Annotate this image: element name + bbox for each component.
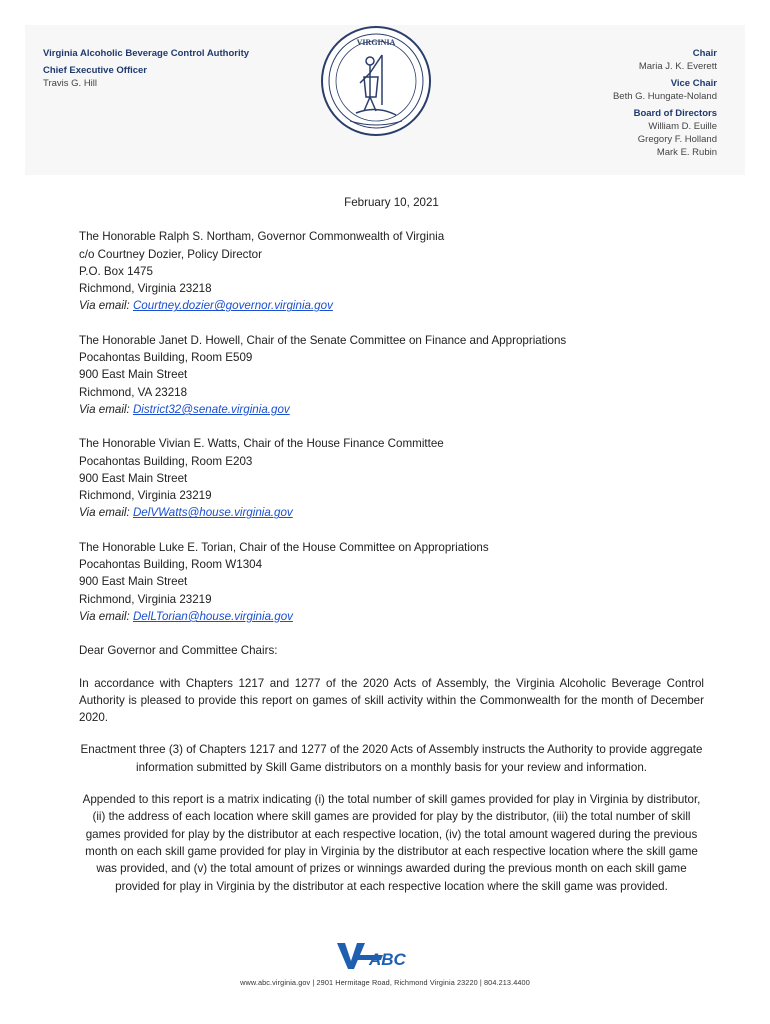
address-line: The Honorable Janet D. Howell, Chair of the Senate Committee on Finance and Appropriations <box>79 333 567 347</box>
vice-chair-title: Vice Chair <box>670 78 717 89</box>
address-line: Richmond, Virginia 23219 <box>79 592 212 606</box>
recipient-block <box>79 228 704 314</box>
letterhead <box>25 25 745 175</box>
address-line: 900 East Main Street <box>79 368 188 382</box>
salutation: Dear Governor and Committee Chairs: <box>79 644 278 658</box>
via-email-line <box>79 608 704 625</box>
recipient-block <box>79 539 704 625</box>
via-email-label: Via email: <box>79 609 130 623</box>
address-line: Pocahontas Building, Room W1304 <box>79 558 263 572</box>
virginia-seal-logo <box>320 25 432 137</box>
address-line: P.O. Box 1475 <box>79 264 153 278</box>
via-email-line <box>79 297 704 314</box>
letterhead-left <box>43 47 249 90</box>
address-line: The Honorable Ralph S. Northam, Governor Commonwealth of Virginia <box>79 230 445 244</box>
body-paragraph: Enactment three (3) of Chapters 1217 and 1277 of the 2020 Acts of Assembly instructs the Authority to provide aggregate information submitted by Skill Game distributors on a monthly basis for your review and information. <box>80 743 703 774</box>
via-email-line <box>79 504 704 521</box>
address-line: The Honorable Vivian E. Watts, Chair of the House Finance Committee <box>79 437 444 451</box>
address-line: Richmond, VA 23218 <box>79 385 188 399</box>
via-email-label: Via email: <box>79 299 130 313</box>
recipient-block <box>79 332 704 418</box>
via-email-label: Via email: <box>79 506 130 520</box>
email-link[interactable]: DelLTorian@house.virginia.gov <box>132 609 293 623</box>
body-paragraph: In accordance with Chapters 1217 and 1277 of the 2020 Acts of Assembly, the Virginia Alcoholic Beverage Control Authority is pleased to provide this report on games of skill activity within the Commonwealth for the month of December 2020. <box>79 676 704 725</box>
address-line: 900 East Main Street <box>79 575 188 589</box>
address-line: Pocahontas Building, Room E509 <box>79 351 253 365</box>
chair-name: Maria J. K. Everett <box>638 61 717 72</box>
footer-contact: www.abc.virginia.gov | 2901 Hermitage Road, Richmond Virginia 23220 | 804.213.4400 <box>240 978 530 987</box>
va-abc-logo <box>335 941 415 971</box>
ceo-name: Travis G. Hill <box>43 78 98 89</box>
vice-chair-name: Beth G. Hungate-Noland <box>612 91 717 102</box>
letter-body <box>79 194 704 910</box>
board-member: Gregory F. Holland <box>637 134 717 145</box>
letterhead-right <box>613 47 717 159</box>
board-member: Mark E. Rubin <box>656 147 717 158</box>
via-email-line <box>79 401 704 418</box>
chair-title: Chair <box>692 48 717 59</box>
logo-text: ABC <box>369 950 406 969</box>
address-line: Pocahontas Building, Room E203 <box>79 454 253 468</box>
board-title: Board of Directors <box>633 108 717 119</box>
ceo-title: Chief Executive Officer <box>43 65 148 76</box>
svg-text:VIRGINIA: VIRGINIA <box>356 38 396 47</box>
email-link[interactable]: Courtney.dozier@governor.virginia.gov <box>132 299 333 313</box>
address-line: 900 East Main Street <box>79 471 188 485</box>
address-line: c/o Courtney Dozier, Policy Director <box>79 247 262 261</box>
letter-date: February 10, 2021 <box>344 196 439 209</box>
board-member: William D. Euille <box>648 121 717 132</box>
address-line: Richmond, Virginia 23219 <box>79 489 212 503</box>
recipient-block <box>79 435 704 521</box>
body-paragraph: Appended to this report is a matrix indicating (i) the total number of skill games provided for play in Virginia by distributor, (ii) the address of each location where skill games are provided for play by the distributor, (iii) the total number of skill games provided for play by the distributor at each respective location, (iv) the total amount wagered during the previous month on each skill game provided for play in Virginia by the distributor at each respective location where the skill game was provided, and (v) the total amount of prizes or winnings awarded during the previous month on each skill game provided for play in Virginia by the distributor at each respective location where the skill game was provided. <box>82 793 701 893</box>
address-line: The Honorable Luke E. Torian, Chair of the House Committee on Appropriations <box>79 540 489 554</box>
address-line: Richmond, Virginia 23218 <box>79 282 212 296</box>
email-link[interactable]: District32@senate.virginia.gov <box>132 402 290 416</box>
via-email-label: Via email: <box>79 402 130 416</box>
email-link[interactable]: DelVWatts@house.virginia.gov <box>132 506 293 520</box>
org-name: Virginia Alcoholic Beverage Control Authority <box>43 48 250 59</box>
